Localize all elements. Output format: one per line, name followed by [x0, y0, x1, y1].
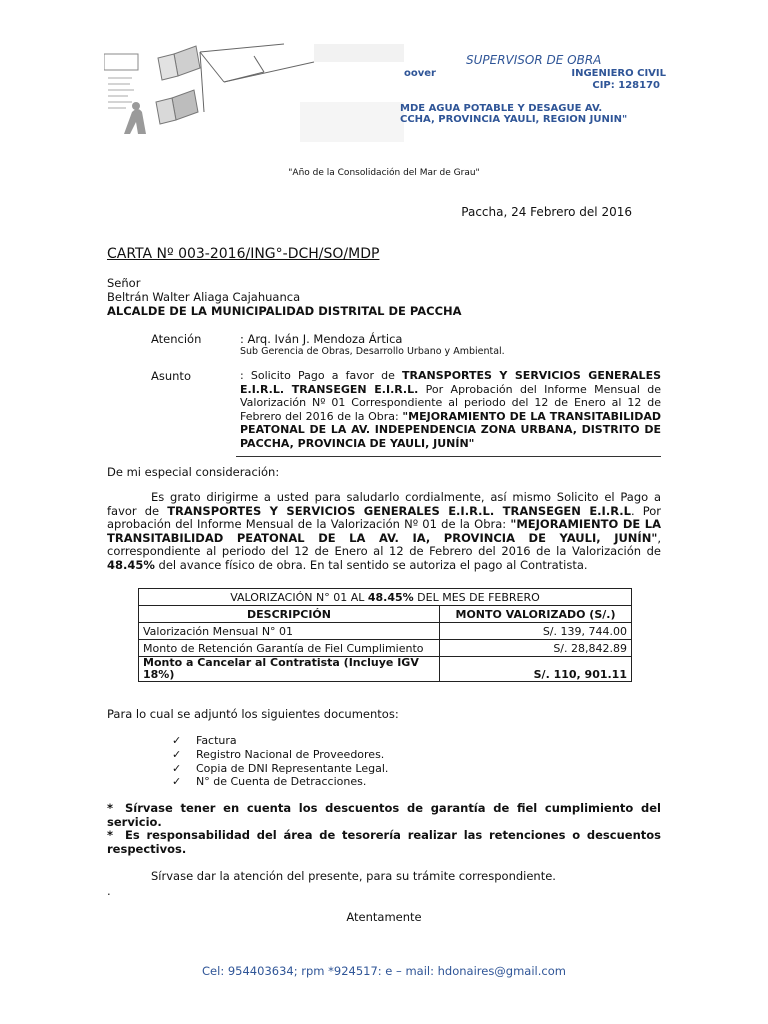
row-description: Valorización Mensual N° 01 — [139, 623, 440, 640]
header-logo-graphic — [104, 42, 404, 142]
subject-text — [240, 369, 661, 450]
subject-text-part: : Solicito Pago a favor de — [240, 369, 403, 382]
cip-number: CIP: 128170 — [592, 80, 660, 91]
subject-label: Asunto — [151, 369, 191, 383]
header-project-line-1: MDE AGUA POTABLE Y DESAGUE AV. — [400, 103, 603, 114]
check-icon: ✓ — [172, 734, 182, 747]
valuation-table — [138, 588, 632, 682]
list-item-label: Factura — [196, 734, 237, 747]
subject-company: TRANSPORTES Y SERVICIOS GENERALES E.I.R.L. TRANSEGEN E.I.R.L. — [240, 369, 662, 396]
stray-mark: . — [107, 884, 111, 898]
note-treasury — [107, 828, 661, 856]
asterisk-icon: * — [107, 828, 114, 842]
row-amount: S/. 28,842.89 — [440, 640, 632, 657]
attention-label: Atención — [151, 332, 202, 346]
attention-sub: Sub Gerencia de Obras, Desarrollo Urbano y Ambiental. — [240, 346, 505, 357]
signoff: Atentamente — [346, 910, 422, 924]
row-description: Monto de Retención Garantía de Fiel Cumplimiento — [139, 640, 440, 657]
table-title-row — [139, 589, 632, 606]
list-item — [172, 748, 384, 761]
table-title-percentage: 48.45% — [367, 590, 414, 604]
body-text-part: Es grato dirigirme a usted para saludarlo cordialmente, así mismo Solicito el Pago a favor de — [107, 490, 661, 518]
note-guarantee — [107, 801, 661, 829]
check-icon: ✓ — [172, 762, 182, 775]
row-description: Monto a Cancelar al Contratista (Incluye IGV 18%) — [139, 657, 440, 682]
body-percentage: 48.45% — [107, 557, 155, 572]
letter-date: Paccha, 24 Febrero del 2016 — [461, 205, 632, 219]
table-row — [139, 640, 632, 657]
body-text-part: del avance físico de obra. En tal sentido se autoriza el pago al Contratista. — [154, 557, 588, 572]
closing-request: Sírvase dar la atención del presente, para su trámite correspondiente. — [151, 869, 556, 883]
body-project: "MEJORAMIENTO DE LA TRANSITABILIDAD PEATONAL DE LA AV. IA, PROVINCIA DE YAULI, JUNÍN" — [107, 517, 662, 545]
list-item — [172, 734, 237, 747]
attention-value: : Arq. Iván J. Mendoza Ártica — [240, 332, 403, 346]
year-motto: "Año de la Consolidación del Mar de Grau" — [288, 168, 480, 178]
recipient-name: Beltrán Walter Aliaga Cajahuanca — [107, 290, 301, 304]
header-project-line-2: CCHA, PROVINCIA YAULI, REGION JUNIN" — [400, 114, 628, 125]
body-text-part: , correspondiente al periodo del 12 de Enero al 12 de Febrero del 2016 de la Valorización de — [107, 530, 661, 558]
list-item — [172, 775, 366, 788]
subject-divider — [236, 456, 661, 457]
recipient-salutation: Señor — [107, 276, 141, 290]
row-amount: S/. 110, 901.11 — [440, 657, 632, 682]
recipient-title: ALCALDE DE LA MUNICIPALIDAD DISTRITAL DE PACCHA — [107, 304, 462, 318]
letter-reference: CARTA Nº 003-2016/ING°-DCH/SO/MDP — [107, 246, 380, 262]
check-icon: ✓ — [172, 748, 182, 761]
body-paragraph — [107, 491, 661, 572]
body-text-part: . Por aprobación del Informe Mensual de la Valorización Nº 01 de la Obra: — [107, 503, 661, 531]
row-amount: S/. 139, 744.00 — [440, 623, 632, 640]
table-row — [139, 623, 632, 640]
table-title — [139, 589, 632, 606]
contact-footer: Cel: 954403634; rpm *924517: e – mail: hdonaires@gmail.com — [202, 964, 566, 978]
table-header-row — [139, 606, 632, 623]
check-icon: ✓ — [172, 775, 182, 788]
subject-text-part: Por Aprobación del Informe Mensual de Valorización Nº 01 Correspondiente al periodo del 12 de Enero al 12 de Febrero del 2016 de la Obra: — [240, 382, 661, 423]
note-text: Sírvase tener en cuenta los descuentos de garantía de fiel cumplimiento del servicio. — [107, 801, 661, 829]
list-item-label: Registro Nacional de Proveedores. — [196, 748, 385, 761]
list-item-label: N° de Cuenta de Detracciones. — [196, 775, 367, 788]
greeting: De mi especial consideración: — [107, 465, 280, 479]
table-title-part: VALORIZACIÓN N° 01 AL — [230, 590, 368, 604]
body-company: TRANSPORTES Y SERVICIOS GENERALES E.I.R.L. TRANSEGEN E.I.R.L — [167, 503, 631, 518]
table-row-total — [139, 657, 632, 682]
list-item-label: Copia de DNI Representante Legal. — [196, 762, 389, 775]
list-item — [172, 762, 388, 775]
header-name-fragment: oover — [404, 68, 436, 79]
engineer-degree: INGENIERO CIVIL — [571, 68, 666, 79]
documents-intro: Para lo cual se adjuntó los siguientes documentos: — [107, 707, 399, 721]
column-header-amount: MONTO VALORIZADO (S/.) — [440, 606, 632, 623]
subject-project: "MEJORAMIENTO DE LA TRANSITABILIDAD PEATONAL DE LA AV. INDEPENDENCIA ZONA URBANA, DISTRITO DE PACCHA, PROVINCIA DE YAULI, JUNÍN" — [240, 409, 661, 450]
table-title-part: DEL MES DE FEBRERO — [413, 590, 540, 604]
column-header-description: DESCRIPCIÓN — [139, 606, 440, 623]
supervisor-role: SUPERVISOR DE OBRA — [466, 53, 602, 67]
note-text: Es responsabilidad del área de tesorería realizar las retenciones o descuentos respectivos. — [107, 828, 661, 856]
asterisk-icon: * — [107, 801, 114, 815]
